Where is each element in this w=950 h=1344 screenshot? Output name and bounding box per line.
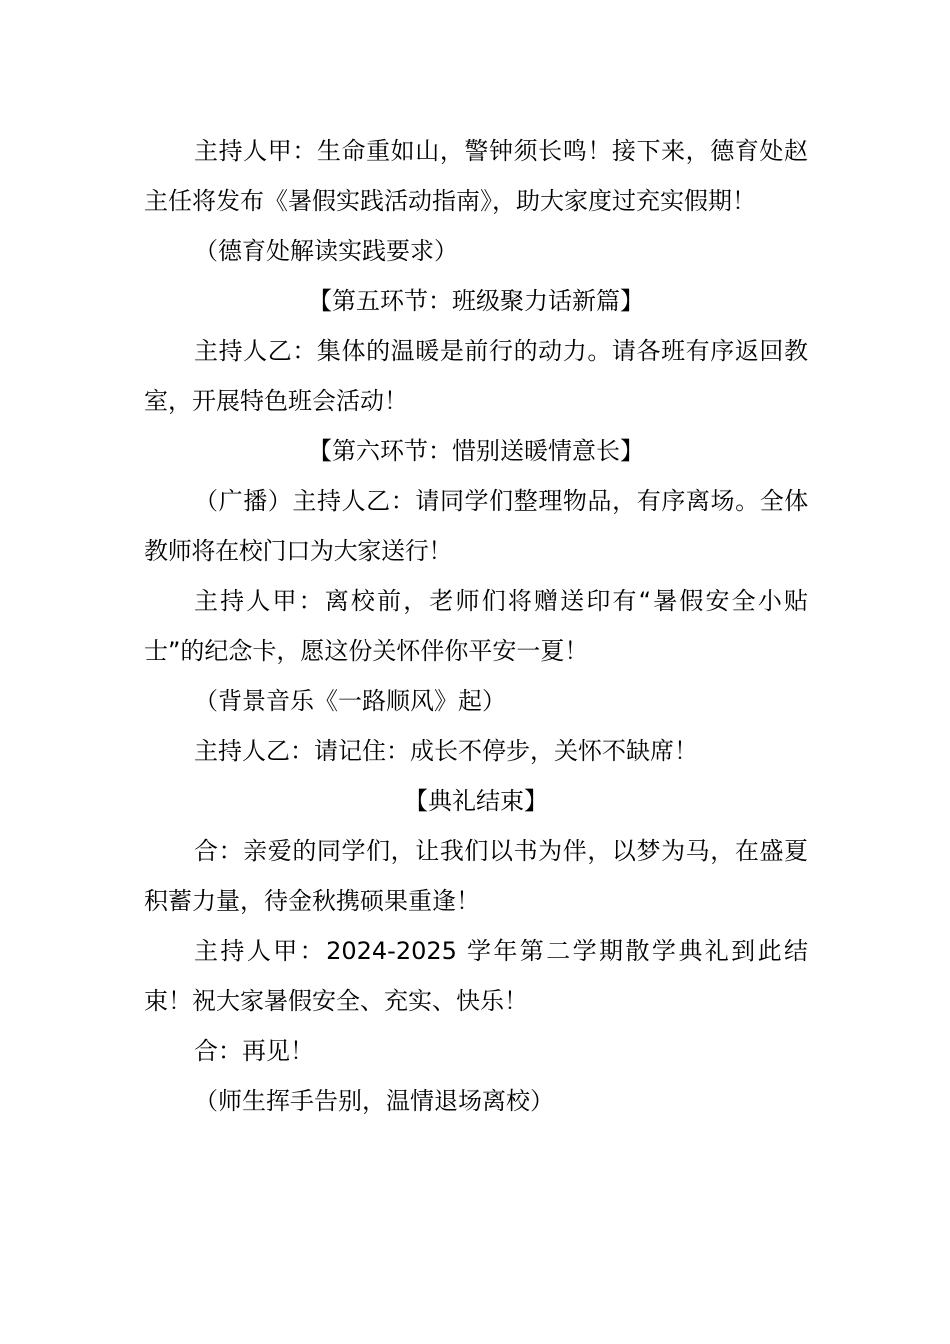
section-heading-six: 【第六环节：惜别送暖情意长】 bbox=[308, 437, 644, 465]
paragraph-broadcast-host-b: （广播）主持人乙：请同学们整理物品，有序离场。全体教师将在校门口为大家送行！ bbox=[144, 487, 808, 565]
document-body bbox=[144, 126, 808, 1126]
paragraph-host-a-souvenir-card: 主持人甲：离校前，老师们将赠送印有“暑假安全小贴士”的纪念卡，愿这份关怀伴你平安一夏！ bbox=[144, 587, 808, 665]
paragraph-together-farewell: 合：亲爱的同学们，让我们以书为伴，以梦为马，在盛夏积蓄力量，待金秋携硕果重逢！ bbox=[144, 837, 808, 915]
section-heading-five: 【第五环节：班级聚力话新篇】 bbox=[308, 287, 644, 315]
paragraph-together-goodbye: 合：再见！ bbox=[194, 1037, 314, 1065]
paragraph-stage-direction-exit: （师生挥手告别，温情退场离校） bbox=[194, 1087, 554, 1115]
paragraph-host-b-class-meeting: 主持人乙：集体的温暖是前行的动力。请各班有序返回教室，开展特色班会活动！ bbox=[144, 337, 808, 415]
paragraph-host-a-safety: 主持人甲：生命重如山，警钟须长鸣！接下来，德育处赵主任将发布《暑假实践活动指南》，助大家度过充实假期！ bbox=[144, 137, 808, 215]
paragraph-host-a-closing: 主持人甲：2024-2025 学年第二学期散学典礼到此结束！祝大家暑假安全、充实、快乐！ bbox=[144, 937, 808, 1015]
paragraph-stage-direction-moral-dept: （德育处解读实践要求） bbox=[194, 237, 458, 265]
section-heading-end: 【典礼结束】 bbox=[404, 787, 548, 815]
paragraph-stage-direction-music: （背景音乐《一路顺风》起） bbox=[194, 687, 506, 715]
paragraph-host-b-remember: 主持人乙：请记住：成长不停步，关怀不缺席！ bbox=[194, 737, 698, 765]
